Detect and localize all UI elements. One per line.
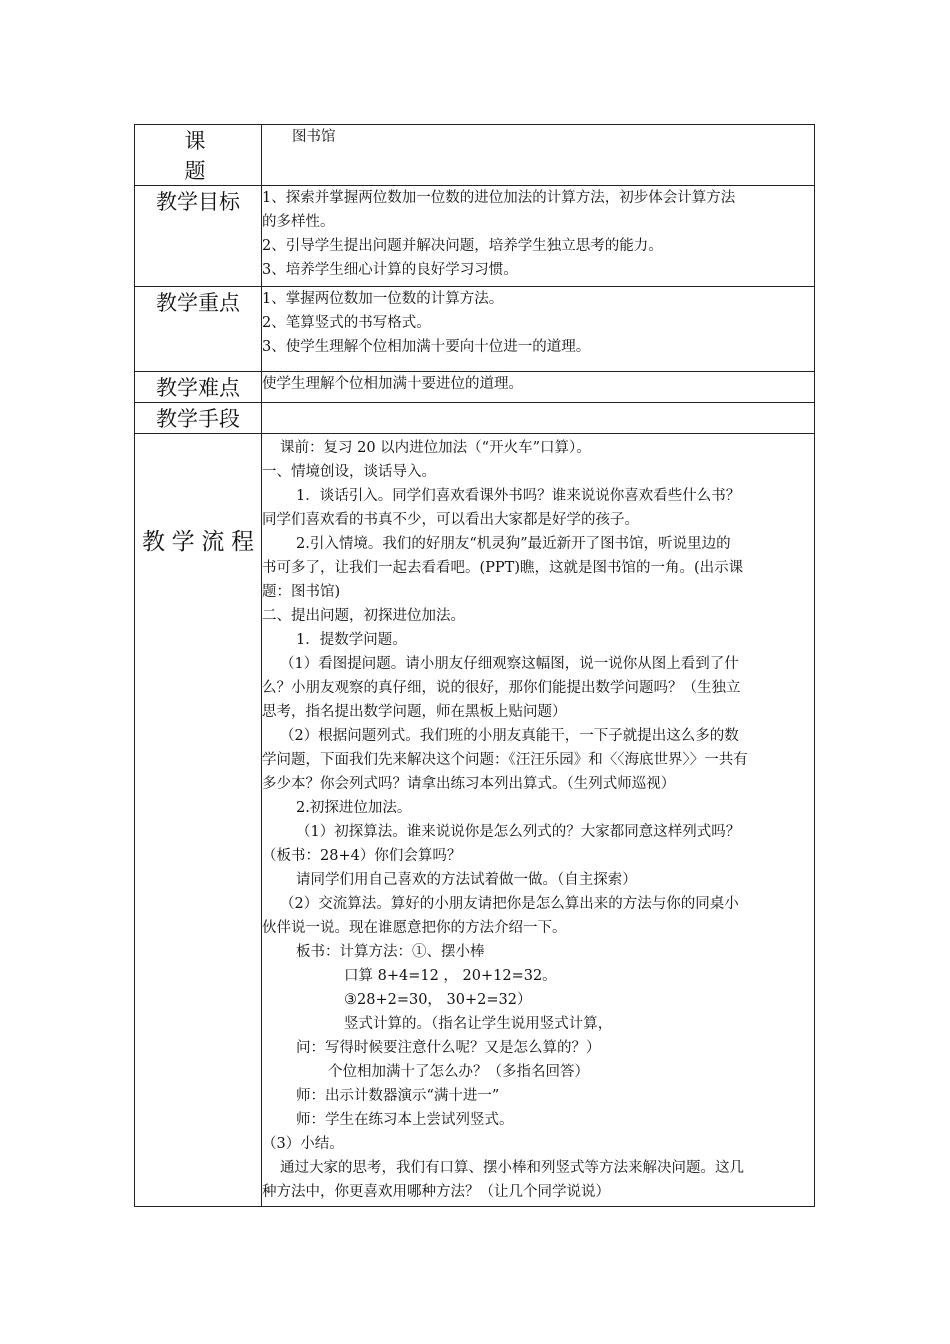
difficulty-label: 教学难点 [156, 376, 240, 400]
process-line: 伙伴说一说。现在谁愿意把你的方法介绍一下。 [262, 920, 567, 936]
row-objectives [135, 186, 815, 287]
process-line: 同学们喜欢看的书真不少，可以看出大家都是好学的孩子。 [262, 512, 639, 528]
process-label-char: 程 [231, 529, 255, 555]
process-line: 题：图书馆) [262, 584, 341, 600]
process-line: 个位相加满十了怎么办？（多指名回答） [328, 1064, 589, 1080]
process-line: 2.初探进位加法。 [296, 800, 412, 816]
process-line: （3）小结。 [262, 1136, 344, 1152]
process-line: 1．提数学问题。 [296, 632, 407, 648]
lesson-plan-table [134, 124, 815, 1207]
process-line: （1）初探算法。谁来说说你是怎么列式的？大家都同意这样列式吗？ [296, 824, 741, 840]
topic-label-cell [135, 125, 262, 186]
process-line: 一、情境创设，谈话导入。 [262, 464, 436, 480]
process-line: （2）交流算法。算好的小朋友请把你是怎么算出来的方法与你的同桌小 [280, 896, 739, 912]
objective-line: 2、引导学生提出问题并解决问题，培养学生独立思考的能力。 [262, 238, 663, 254]
topic-value: 图书馆 [292, 129, 336, 145]
objective-line: 3、培养学生细心计算的良好学习习惯。 [262, 262, 518, 278]
objectives-label-cell [135, 186, 262, 287]
objective-line: 1、探索并掌握两位数加一位数的进位加法的计算方法，初步体会计算方法 [262, 190, 736, 206]
process-line: 竖式计算的。（指名让学生说用竖式计算， [344, 1016, 613, 1032]
objectives-cell [262, 186, 815, 287]
process-line: 通过大家的思考，我们有口算、摆小棒和列竖式等方法来解决问题。这几 [280, 1160, 744, 1176]
difficulty-value: 使学生理解个位相加满十要进位的道理。 [262, 376, 523, 392]
row-means [135, 403, 815, 434]
process-line: 学问题，下面我们先来解决这个问题：《汪汪乐园》和〈〈海底世界〉〉一共有 [262, 752, 748, 768]
process-line: 口算 8+4=12 ， 20+12=32。 [344, 968, 557, 984]
process-line: 么？小朋友观察的真仔细，说的很好，那你们能提出数学问题吗？（生独立 [262, 680, 741, 696]
process-label-char: 学 [171, 529, 195, 555]
process-line: 1．谈话引入。同学们喜欢看课外书吗？谁来说说你喜欢看些什么书？ [296, 488, 741, 504]
process-label-cell [135, 434, 262, 1207]
objective-line: 的多样性。 [262, 214, 335, 230]
topic-value-cell [262, 125, 815, 186]
process-label-char: 流 [201, 529, 225, 555]
key-point-line: 1、掌握两位数加一位数的计算方法。 [262, 291, 504, 307]
process-line: （板书：28+4）你们会算吗？ [262, 848, 462, 864]
process-label-char: 教 [141, 529, 165, 555]
process-line: 请同学们用自己喜欢的方法试着做一做。（自主探索） [296, 872, 637, 888]
key-points-label: 教学重点 [156, 291, 240, 315]
means-label: 教学手段 [156, 407, 240, 431]
process-line: （1）看图提问题。请小朋友仔细观察这幅图，说一说你从图上看到了什 [280, 656, 739, 672]
difficulty-label-cell [135, 372, 262, 403]
process-line: 思考，指名提出数学问题，师在黑板上贴问题） [262, 704, 567, 720]
process-line: 2.引入情境。我们的好朋友“机灵狗”最近新开了图书馆，听说里边的 [296, 536, 731, 552]
topic-label: 课 题 [184, 129, 242, 183]
process-line: 板书：计算方法：①、摆小棒 [296, 944, 485, 960]
key-point-line: 2、笔算竖式的书写格式。 [262, 315, 431, 331]
row-process [135, 434, 815, 1207]
process-line: 种方法中，你更喜欢用哪种方法？（让几个同学说说） [262, 1184, 610, 1200]
process-line: ③28+2=30， 30+2=32） [344, 992, 532, 1008]
key-points-cell [262, 287, 815, 372]
difficulty-cell [262, 372, 815, 403]
process-line: 书可多了，让我们一起去看看吧。(PPT)瞧，这就是图书馆的一角。(出示课 [262, 560, 744, 576]
process-line: 师：出示计数器演示“满十进一” [296, 1088, 500, 1104]
process-line: 问：写得时候要注意什么呢？又是怎么算的？） [296, 1040, 601, 1056]
row-difficulty [135, 372, 815, 403]
means-label-cell [135, 403, 262, 434]
row-key-points [135, 287, 815, 372]
means-cell [262, 403, 815, 434]
process-line: （2）根据问题列式。我们班的小朋友真能干，一下子就提出这么多的数 [280, 728, 739, 744]
objectives-label: 教学目标 [156, 190, 240, 214]
key-points-label-cell [135, 287, 262, 372]
process-line: 课前：复习 20 以内进位加法（“开火车”口算）。 [280, 440, 591, 456]
process-line: 二、提出问题，初探进位加法。 [262, 608, 465, 624]
key-point-line: 3、使学生理解个位相加满十要向十位进一的道理。 [262, 339, 591, 355]
process-line: 多少本？你会列式吗？请拿出练习本列出算式。（生列式师巡视） [262, 776, 676, 792]
process-cell [262, 434, 815, 1207]
process-line: 师：学生在练习本上尝试列竖式。 [296, 1112, 514, 1128]
row-topic [135, 125, 815, 186]
